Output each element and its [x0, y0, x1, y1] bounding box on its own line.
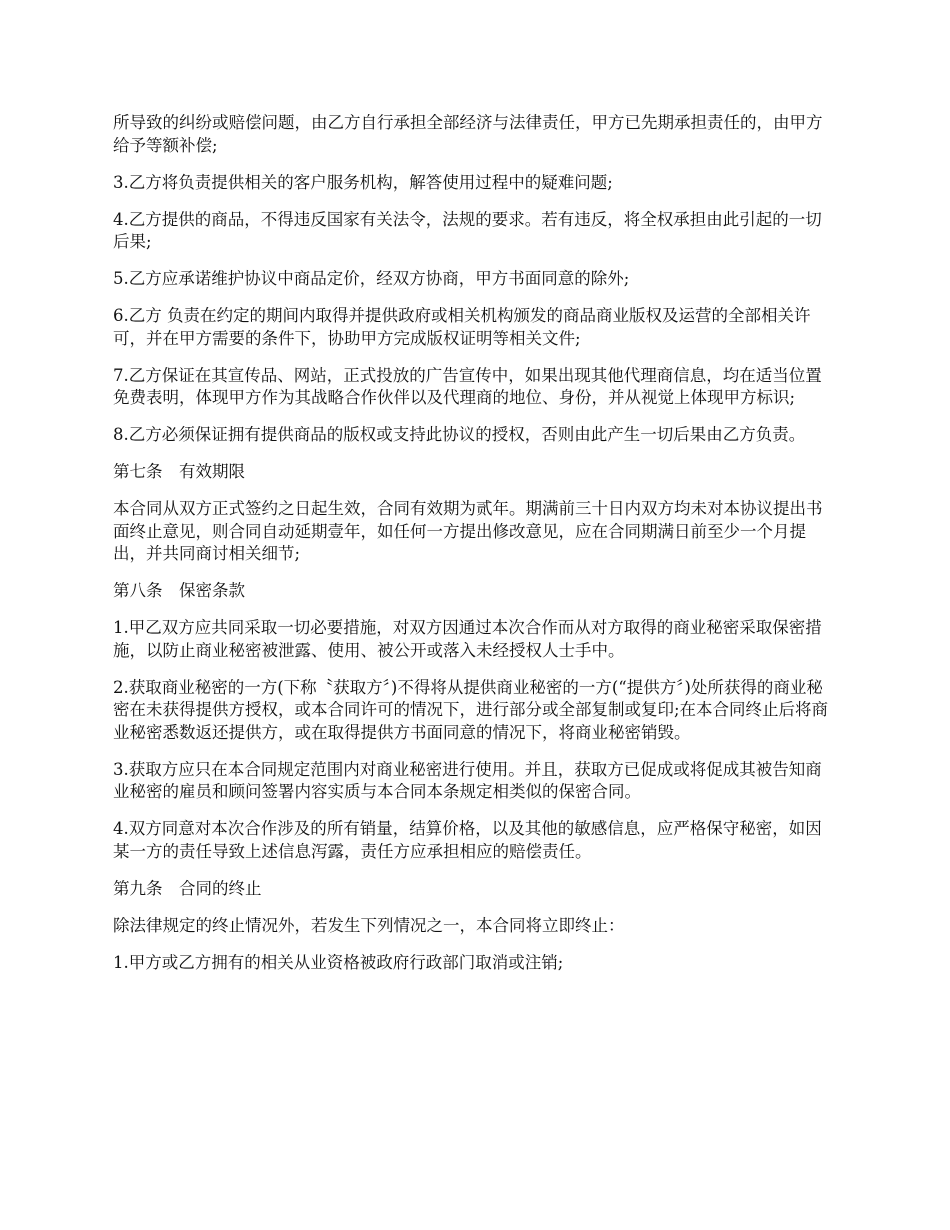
clause-item-5: 5.乙方应承诺维护协议中商品定价，经双方协商，甲方书面同意的除外; — [113, 269, 630, 288]
confidentiality-item-3: 3.获取方应只在本合同规定范围内对商业秘密进行使用。并且，获取方已促成或将促成其被告知商业秘密的雇员和顾问签署内容实质与本合同本条规定相类似的保密合同。 — [113, 759, 822, 801]
termination-item-1: 1.甲方或乙方拥有的相关从业资格被政府行政部门取消或注销; — [113, 952, 564, 972]
clause-item-7: 7.乙方保证在其宣传品、网站，正式投放的广告宣传中，如果出现其他代理商信息，均在适当位置免费表明，体现甲方作为其战略合作伙伴以及代理商的地位、身份，并从视觉上体现甲方标识; — [113, 365, 822, 407]
document-body — [113, 112, 838, 989]
paragraph-continuation: 所导致的纠纷或赔偿问题，由乙方自行承担全部经济与法律责任，甲方已先期承担责任的，由甲方给予等额补偿; — [113, 113, 823, 155]
clause-item-3: 3.乙方将负责提供相关的客户服务机构，解答使用过程中的疑难问题; — [113, 172, 613, 192]
confidentiality-item-4: 4.双方同意对本次合作涉及的所有销量，结算价格，以及其他的敏感信息，应严格保守秘密，如因某一方的责任导致上述信息泻露，责任方应承担相应的赔偿责任。 — [113, 819, 822, 861]
confidentiality-item-1: 1.甲乙双方应共同采取一切必要措施，对双方因通过本次合作而从对方取得的商业秘密采取保密措施，以防止商业秘密被泄露、使用、被公开或落入未经授权人士手中。 — [113, 618, 822, 660]
clause-item-8: 8.乙方必须保证拥有提供商品的版权或支持此协议的授权，否则由此产生一切后果由乙方负责。 — [113, 425, 806, 444]
termination-intro: 除法律规定的终止情况外，若发生下列情况之一，本合同将立即终止： — [113, 915, 625, 935]
clause-item-4: 4.乙方提供的商品，不得违反国家有关法令，法规的要求。若有违反，将全权承担由此引起的一切后果; — [113, 209, 822, 251]
section-heading-article-9: 第九条 合同的终止 — [113, 878, 262, 898]
section-heading-article-8: 第八条 保密条款 — [113, 581, 245, 600]
confidentiality-item-2: 2.获取商业秘密的一方(下称〝获取方〞)不得将从提供商业秘密的一方(“提供方〞)处所获得的商业秘密在未获得提供方授权，或本合同许可的情况下，进行部分或全部复制或复印;在本合同终止后将商业秘密悉数返还提供方，或在取得提供方书面同意的情况下，将商业秘密销毁。 — [113, 677, 829, 742]
validity-paragraph: 本合同从双方正式签约之日起生效，合同有效期为贰年。期满前三十日内双方均未对本协议提出书面终止意见，则合同自动延期壹年，如任何一方提出修改意见，应在合同期满日前至少一个月提出，并共同商讨相关细节; — [113, 499, 823, 563]
section-heading-article-7: 第七条 有效期限 — [113, 462, 245, 481]
clause-item-6: 6.乙方 负责在约定的期间内取得并提供政府或相关机构颁发的商品商业版权及运营的全部相关许可，并在甲方需要的条件下，协助甲方完成版权证明等相关文件; — [113, 306, 811, 348]
